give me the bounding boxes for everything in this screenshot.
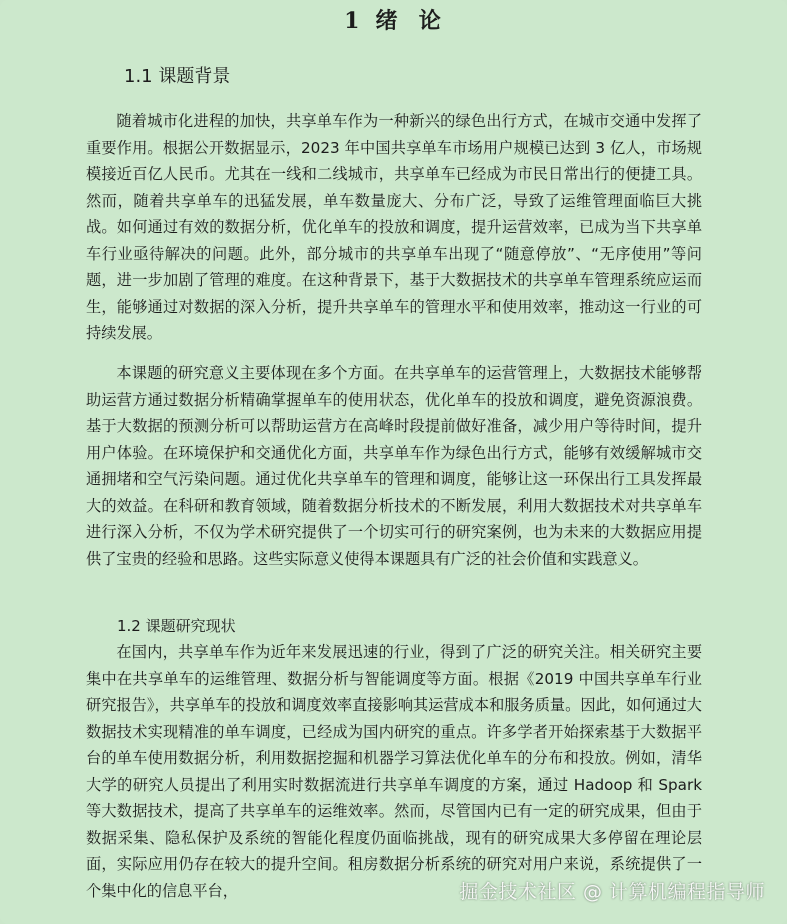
paragraph-domestic-research: 在国内，共享单车作为近年来发展迅速的行业，得到了广泛的研究关注。相关研究主要集中在共享单车的运维管理、数据分析与智能调度等方面。根据《2019 中国共享单车行业研究报告》，共享单车的投放和调度效率直接影响其运营成本和服务质量。因此，如何通过大数据技术实现精准的单车调度，已经成为国内研究的重点。许多学者开始探索基于大数据平台的单车使用数据分析，利用数据挖掘和机器学习算法优化单车的分布和投放。例如，清华大学的研究人员提出了利用实时数据流进行共享单车调度的方案，通过 Hadoop 和 Spark 等大数据技术，提高了共享单车的运维效率。然而，尽管国内已有一定的研究成果，但由于数据采集、隐私保护及系统的智能化程度仍面临挑战，现有的研究成果大多停留在理论层面，实际应用仍存在较大的提升空间。租房数据分析系统的研究对用户来说，系统提供了一个集中化的信息平台， [86,643,702,900]
paragraph-significance: 本课题的研究意义主要体现在多个方面。在共享单车的运营管理上，大数据技术能够帮助运营方通过数据分析精确掌握单车的使用状态，优化单车的投放和调度，避免资源浪费。基于大数据的预测分析可以帮助运营方在高峰时段提前做好准备，减少用户等待时间，提升用户体验。在环境保护和交通优化方面，共享单车作为绿色出行方式，能够有效缓解城市交通拥堵和空气污染问题。通过优化共享单车的管理和调度，能够让这一环保出行工具发挥最大的效益。在科研和教育领域，随着数据分析技术的不断发展，利用大数据技术对共享单车进行深入分析，不仅为学术研究提供了一个切实可行的研究案例，也为未来的大数据应用提供了宝贵的经验和思路。这些实际意义使得本课题具有广泛的社会价值和实践意义。 [86,364,702,568]
chapter-title-text: 绪 论 [375,8,443,34]
section-heading-research-status: 1.2 课题研究现状 [117,617,236,635]
chapter-title [0,4,787,35]
section-heading-background: 1.1 课题背景 [124,66,231,87]
chapter-number: 1 [344,8,362,34]
watermark-text: 掘金技术社区 @ 计算机编程指导师 [459,881,765,903]
paragraph-background: 随着城市化进程的加快，共享单车作为一种新兴的绿色出行方式，在城市交通中发挥了重要作用。根据公开数据显示，2023 年中国共享单车市场用户规模已达到 3 亿人，市场规模接近百亿人民币。尤其在一线和二线城市，共享单车已经成为市民日常出行的便捷工具。然而，随着共享单车的迅猛发展，单车数量庞大、分布广泛，导致了运维管理面临巨大挑战。如何通过有效的数据分析，优化单车的投放和调度，提升运营效率，已成为当下共享单车行业亟待解决的问题。此外，部分城市的共享单车出现了“随意停放”、“无序使用”等问题，进一步加剧了管理的难度。在这种背景下，基于大数据技术的共享单车管理系统应运而生，能够通过对数据的深入分析，提升共享单车的管理水平和使用效率，推动这一行业的可持续发展。 [86,112,702,342]
